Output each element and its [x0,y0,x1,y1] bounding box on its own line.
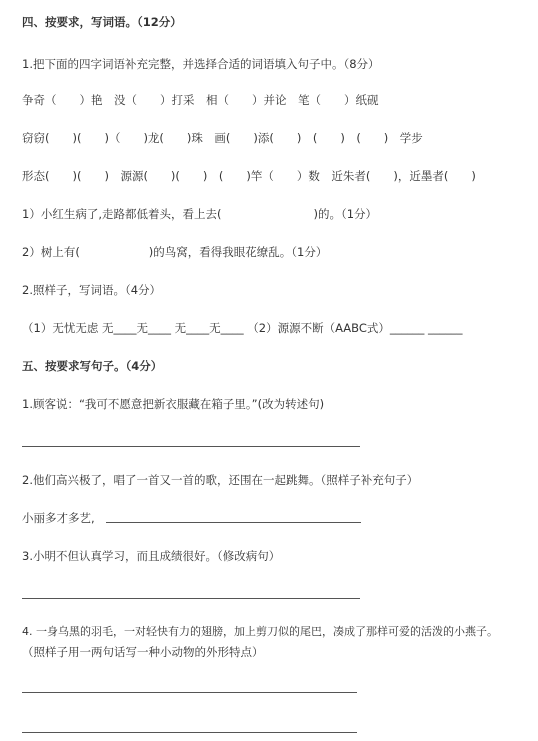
s5-q2-prompt: 小丽多才多艺, [22,511,95,525]
answer-line-3[interactable] [22,598,360,599]
idiom-row-3: 形态( )( ) 源源( )( ) ( )竿（ ）数 近朱者( )，近墨者( ) [22,169,476,183]
q1-instruction: 1.把下面的四字词语补充完整，并选择合适的词语填入句子中。（8分） [22,57,380,71]
q2-instruction: 2.照样子，写词语。（4分） [22,283,162,297]
fill-sentence-2: 2）树上有( )的鸟窝，看得我眼花缭乱。（1分） [22,245,328,259]
answer-line-1[interactable] [22,446,360,447]
s5-q3: 3.小明不但认真学习，而且成绩很好。（修改病句） [22,549,281,563]
fill-sentence-1: 1）小红生病了,走路都低着头，看上去( )的。（1分） [22,207,378,221]
answer-line-4[interactable] [22,692,357,693]
section-4-heading: 四、按要求，写词语。（12分） [22,15,182,29]
idiom-row-2: 窃窃( )( )（ )龙( )珠 画( )添( ) ( ) ( ) 学步 [22,131,423,145]
section-5-heading: 五、按要求写句子。（4分） [22,359,163,373]
s5-q2: 2.他们高兴极了，唱了一首又一首的歌，还围在一起跳舞。（照样子补充句子） [22,473,419,487]
s5-q1: 1.顾客说：“我可不愿意把新衣服藏在箱子里。”(改为转述句) [22,397,325,411]
answer-line-2[interactable] [106,522,361,523]
answer-line-5[interactable] [22,732,357,733]
s5-q4-line-1: 4. 一身乌黑的羽毛，一对轻快有力的翅膀，加上剪刀似的尾巴，凑成了那样可爱的活泼的小燕子。 [22,625,498,638]
idiom-row-1: 争奇（ ）艳 没（ ）打采 相（ ）并论 笔（ ）纸砚 [22,93,379,107]
q2-example: （1）无忧无虑 无____无____ 无____无____ （2）源源不断（AABC式）______ ______ [22,321,463,335]
s5-q4-line-2: （照样子用一两句话写一种小动物的外形特点） [22,645,264,659]
